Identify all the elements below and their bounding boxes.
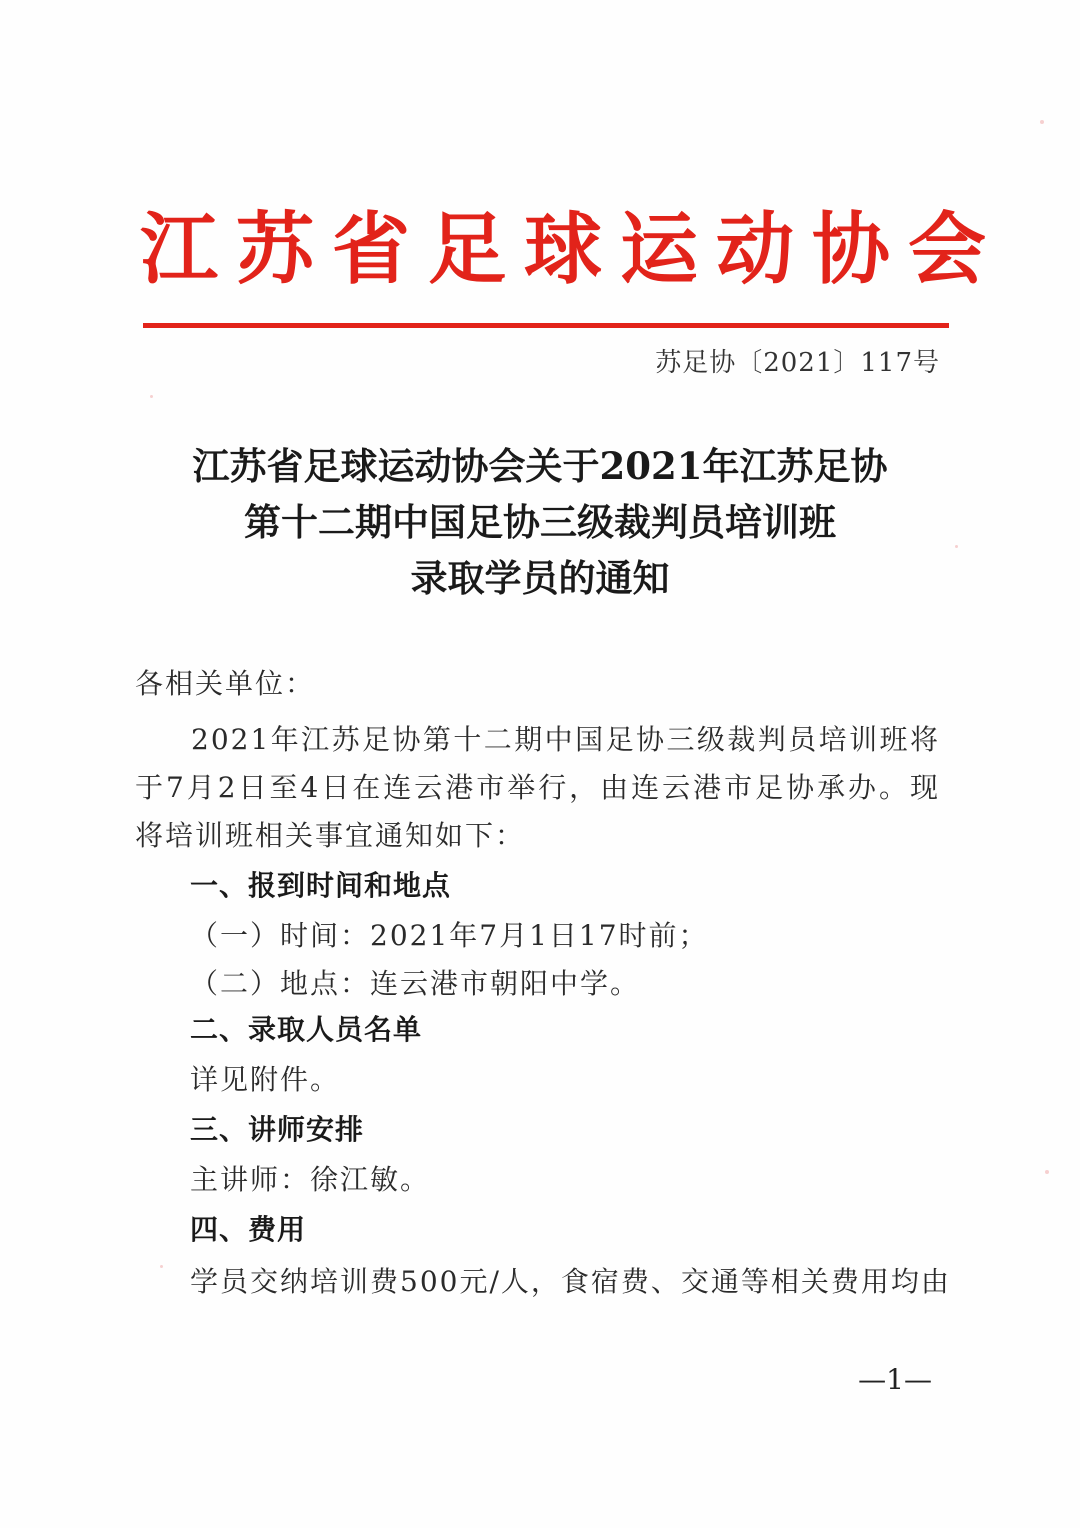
red-divider-line xyxy=(143,323,949,328)
section-item-time: （一）时间：2021年7月1日17时前； xyxy=(190,919,709,952)
section-heading-fees: 四、费用 xyxy=(190,1213,307,1246)
salutation: 各相关单位： xyxy=(135,667,316,700)
section-item-fees: 学员交纳培训费500元/人，食宿费、交通等相关费用均由 xyxy=(190,1265,951,1298)
section-heading-admission-list: 二、录取人员名单 xyxy=(190,1013,423,1046)
scan-speck xyxy=(1045,1170,1049,1174)
intro-paragraph: 2021年江苏足协第十二期中国足协三级裁判员培训班将于7月2日至4日在连云港市举行，由连云港市足协承办。现将培训班相关事宜通知如下： xyxy=(135,723,940,852)
scan-speck xyxy=(150,395,153,398)
notice-title xyxy=(120,438,960,606)
organization-header: 江苏省足球运动协会 xyxy=(140,204,1005,295)
title-line-3: 录取学员的通知 xyxy=(410,556,670,600)
page-number: —1— xyxy=(858,1363,932,1396)
section-item-lecturer: 主讲师：徐江敏。 xyxy=(190,1163,431,1196)
document-number: 苏足协〔2021〕117号 xyxy=(655,348,940,378)
section-item-attachment: 详见附件。 xyxy=(190,1063,341,1096)
scan-speck xyxy=(1040,120,1044,124)
section-item-location: （二）地点：连云港市朝阳中学。 xyxy=(190,967,641,1000)
section-heading-lecturer: 三、讲师安排 xyxy=(190,1113,365,1146)
title-line-1: 江苏省足球运动协会关于2021年江苏足协 xyxy=(192,444,888,488)
scan-speck xyxy=(160,1265,163,1268)
section-heading-checkin: 一、报到时间和地点 xyxy=(190,869,452,902)
title-line-2: 第十二期中国足协三级裁判员培训班 xyxy=(244,500,836,544)
